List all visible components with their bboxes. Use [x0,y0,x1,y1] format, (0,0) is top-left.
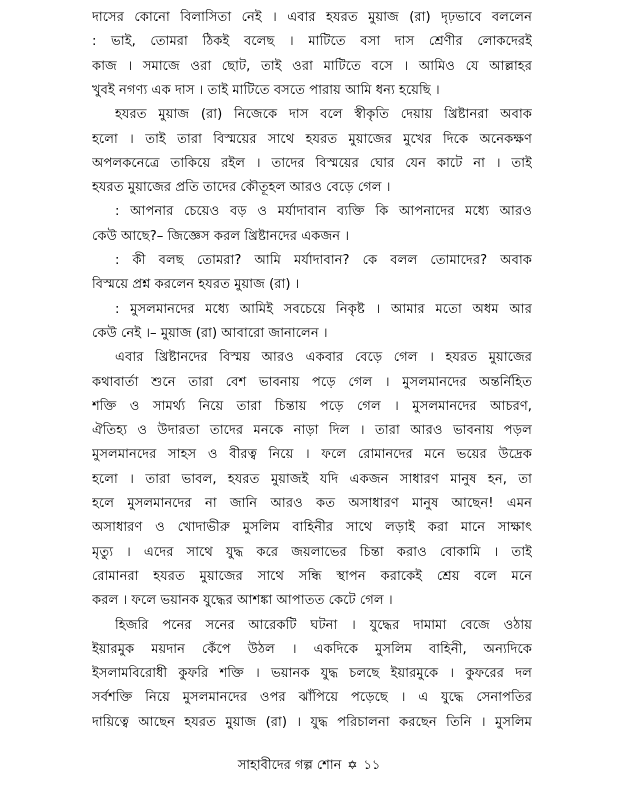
text-line: সর্বশক্তি নিয়ে মুসলমানদের ওপর ঝাঁপিয়ে পড়েছে । এ যুদ্ধে সেনাপতির [92,690,532,706]
text-line: দাসের কোনো বিলাসিতা নেই । এবার হযরত মুয়াজ (রা) দৃঢ়ভাবে বললেন [92,10,532,25]
star-separator-icon: ✡ [347,758,358,772]
text-line: : কী বলছ তোমরা? আমি মর্যাদাবান? কে বলল তোমাদের? অবাক [115,253,532,268]
text-line: হিজরি পনের সনের আরেকটি ঘটনা । যুদ্ধের দামামা বেজে ওঠায় [115,617,532,633]
text-line: রোমানরা হযরত মুয়াজের সাথে সন্ধি স্থাপন করাকেই শ্রেয় বলে মনে [92,568,532,584]
page-number: ১১ [363,758,381,773]
text-line: ইয়ারমুক ময়দান কেঁপে উঠল । একদিকে মুসলিম বাহিনী, অন্যদিকে [92,641,532,657]
book-title: সাহাবীদের গল্প শোন [237,758,342,773]
text-line: : আপনার চেয়েও বড় ও মর্যাদাবান ব্যক্তি কি আপনাদের মধ্যে আরও [115,204,532,220]
text-line: হলো । তারা ভাবল, হযরত মুয়াজই যদি একজন সাধারণ মানুষ হন, তা [92,471,532,487]
text-line: কেউ আছে?– জিজ্ঞেস করল খ্রিষ্টানদের একজন । [92,228,350,244]
text-line: কথাবার্তা শুনে তারা বেশ ভাবনায় পড়ে গেল । মুসলমানদের অন্তর্নিহিত [92,374,532,390]
text-line: ঐতিহ্য ও উদারতা তাদের মনকে নাড়া দিল । তারা আরও ভাবনায় পড়ল [92,423,532,439]
page-footer [0,754,618,776]
text-line: অসাধারণ ও খোদাভীরু মুসলিম বাহিনীর সাথে লড়াই করা মানে সাক্ষাৎ [92,520,532,536]
text-line: কেউ নেই ।– মুয়াজ (রা) আবারো জানালেন । [92,325,328,341]
text-line: অপলকনেত্রে তাকিয়ে রইল । তাদের বিস্ময়ের ঘোর যেন কাটে না । তাই [92,155,532,171]
text-line: : মুসলমানদের মধ্যে আমিই সবচেয়ে নিকৃষ্ট । আমার মতো অধম আর [115,301,532,317]
text-line: হযরত মুয়াজ (রা) নিজেকে দাস বলে স্বীকৃতি দেয়ায় খ্রিষ্টানরা অবাক [115,107,532,123]
text-line: হযরত মুয়াজের প্রতি তাদের কৌতূহল আরও বেড়ে গেল । [92,180,391,196]
text-line: : ভাই, তোমরা ঠিকই বলেছ । মাটিতে বসা দাস শ্রেণীর লোকদেরই [92,34,532,50]
text-line: কাজ । সমাজে ওরা ছোট, তাই ওরা মাটিতে বসে । আমিও যে আল্লাহর [92,58,532,74]
text-line: হলো । তাই তারা বিস্ময়ের সাথে হযরত মুয়াজের মুখের দিকে অনেকক্ষণ [92,131,532,147]
text-line: বিস্ময়ে প্রশ্ন করলেন হযরত মুয়াজ (রা) । [92,277,300,293]
text-line: খুবই নগণ্য এক দাস । তাই মাটিতে বসতে পারায় আমি ধন্য হয়েছি । [92,82,440,98]
text-line: হলে মুসলমানদের না জানি আরও কত অসাধারণ মানুষ আছেন! এমন [92,496,532,511]
text-line: মৃত্যু । এদের সাথে যুদ্ধ করে জয়লাভের চিন্তা করাও বোকামি । তাই [92,544,532,560]
text-line: করল । ফলে ভয়ানক যুদ্ধের আশঙ্কা আপাতত কেটে গেল । [92,593,393,609]
text-line: মুসলমানদের সাহস ও বীরত্ব নিয়ে । ফলে রোমানদের মনে ভয়ের উদ্রেক [92,447,532,463]
text-line: শক্তি ও সামর্থ্য নিয়ে তারা চিন্তায় পড়ে গেল । মুসলমানদের আচরণ, [92,398,532,414]
text-line: দায়িত্বে আছেন হযরত মুয়াজ (রা) । যুদ্ধ পরিচালনা করছেন তিনি । মুসলিম [92,714,532,730]
text-line: ইসলামবিরোধী কুফরি শক্তি । ভয়ানক যুদ্ধ চলছে ইয়ারমুকে । কুফরের দল [92,666,532,682]
text-line: এবার খ্রিষ্টানদের বিস্ময় আরও একবার বেড়ে গেল । হযরত মুয়াজের [115,350,532,366]
